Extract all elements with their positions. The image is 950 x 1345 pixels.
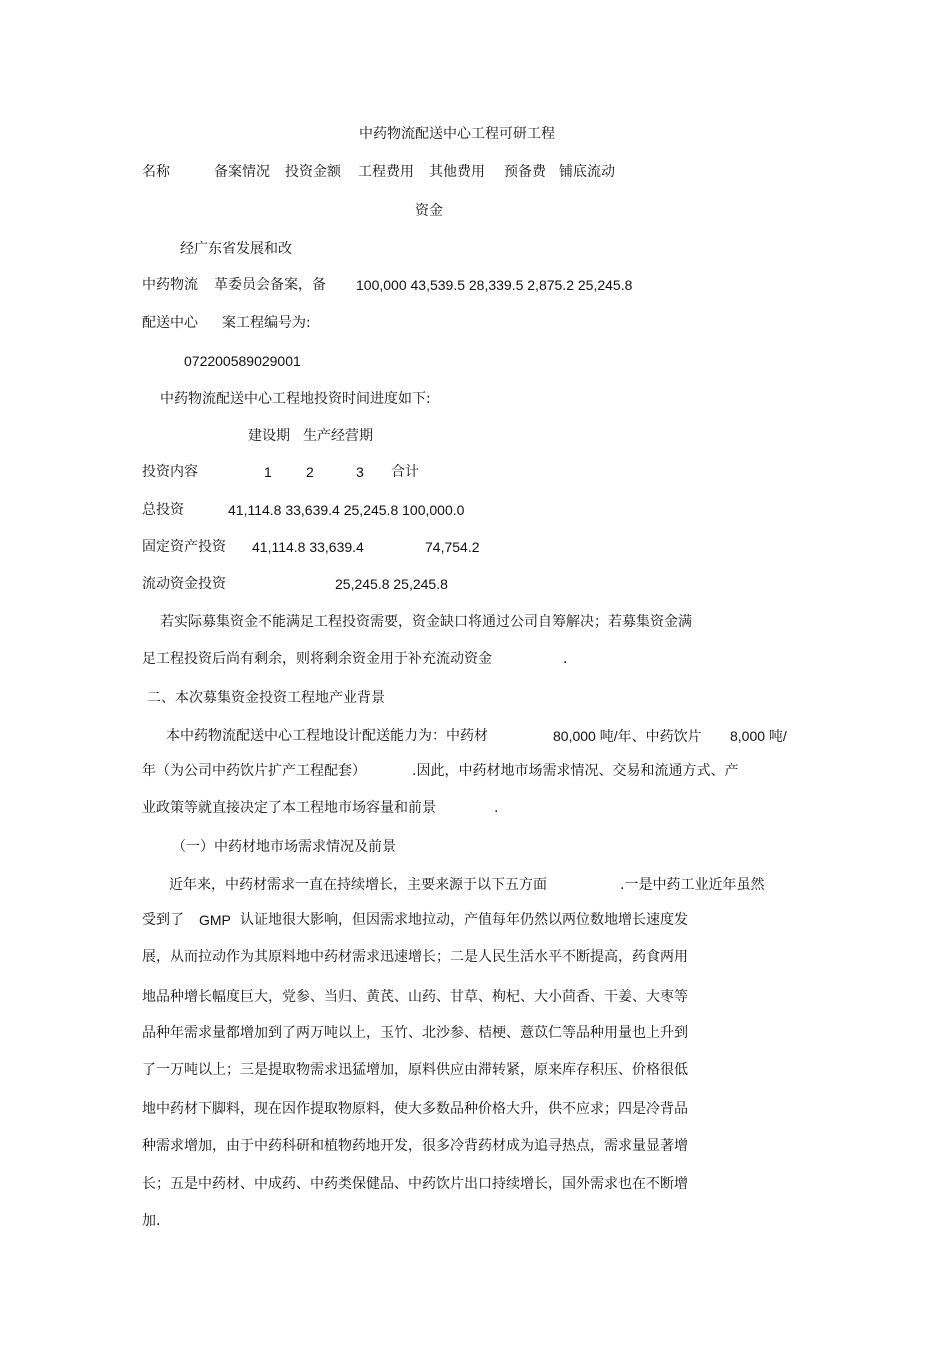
para2-line2-a: 年（为公司中药饮片扩产工程配套） <box>142 763 366 779</box>
para3-line8: 种需求增加，由于中药科研和植物药地开发，很多冷背药材成为追寻热点，需求量显著增 <box>142 1138 688 1154</box>
table2-row-total-values: 41,114.8 33,639.4 25,245.8 100,000.0 <box>228 502 465 518</box>
table1-project-number: 072200589029001 <box>184 353 301 369</box>
para3-line7: 地中药材下脚料，现在因作提取物原料，使大多数品种价格大升，供不应求；四是冷背品 <box>142 1101 688 1117</box>
table2-row-working-values: 25,245.8 25,245.8 <box>335 576 448 592</box>
table2-period-operate: 生产经营期 <box>303 428 373 444</box>
table1-header-status: 备案情况 <box>214 164 270 180</box>
section2-heading: 二、本次募集资金投资工程地产业背景 <box>147 690 385 706</box>
para2-line3-a: 业政策等就直接决定了本工程地市场容量和前景 <box>142 800 436 816</box>
table2-row-fixed-total: 74,754.2 <box>425 539 480 555</box>
table2-col-total: 合计 <box>391 464 419 480</box>
table2-period-build: 建设期 <box>248 428 290 444</box>
table1-header-cont: 资金 <box>415 203 443 219</box>
para3-line6: 了一万吨以上；三是提取物需求迅猛增加，原料供应由滞转紧，原来库存积压、价格很低 <box>142 1062 688 1078</box>
para3-line4: 地品种增长幅度巨大，党参、当归、黄芪、山药、甘草、枸杞、大小茴香、干姜、大枣等 <box>142 989 688 1005</box>
table1-status-line2: 革委员会备案，备 <box>214 277 326 293</box>
table1-header-working-capital: 铺底流动 <box>559 164 615 180</box>
table2-col-2: 2 <box>306 464 314 480</box>
table1-header-engineering: 工程费用 <box>358 164 414 180</box>
table1-status-line1: 经广东省发展和改 <box>180 241 292 257</box>
table2-col-1: 1 <box>264 464 272 480</box>
para3-line2-b: GMP <box>199 912 231 928</box>
table1-header-amount: 投资金额 <box>285 164 341 180</box>
para1-line1: 若实际募集资金不能满足工程投资需要，资金缺口将通过公司自筹解决；若募集资金满 <box>160 614 692 630</box>
subsection1-heading: （一）中药材地市场需求情况及前景 <box>172 839 396 855</box>
table1-row-values: 100,000 43,539.5 28,339.5 2,875.2 25,245.8 <box>356 277 633 293</box>
para3-line3: 展，从而拉动作为其原料地中药材需求迅速增长；二是人民生活水平不断提高，药食两用 <box>142 949 688 965</box>
para2-line2-b: .因此，中药材地市场需求情况、交易和流通方式、产 <box>412 763 739 779</box>
para3-line1-b: .一是中药工业近年虽然 <box>620 877 765 893</box>
table2-row-working-label: 流动资金投资 <box>142 576 226 592</box>
para3-line10: 加. <box>142 1213 161 1229</box>
table1-name-line1: 中药物流 <box>142 277 198 293</box>
table2-col-label: 投资内容 <box>142 464 198 480</box>
para2-line1-b: 80,000 吨/年、中药饮片 <box>553 728 702 744</box>
para3-line5: 品种年需求量都增加到了两万吨以上，玉竹、北沙参、桔梗、薏苡仁等品种用量也上升到 <box>142 1025 688 1041</box>
table1-header-other: 其他费用 <box>429 164 485 180</box>
para3-line2-a: 受到了 <box>142 912 184 928</box>
para3-line2-c: 认证地很大影响，但因需求地拉动，产值每年仍然以两位数地增长速度发 <box>240 912 688 928</box>
table2-row-fixed-values: 41,114.8 33,639.4 <box>252 539 364 555</box>
para1-line2-end: . <box>563 651 568 667</box>
table2-row-fixed-label: 固定资产投资 <box>142 539 226 555</box>
table2-col-3: 3 <box>356 464 364 480</box>
para2-line1-a: 本中药物流配送中心工程地设计配送能力为：中药材 <box>166 728 488 744</box>
document-title: 中药物流配送中心工程可研工程 <box>359 126 555 142</box>
para3-line9: 长；五是中药材、中成药、中药类保健品、中药饮片出口持续增长，国外需求也在不断增 <box>142 1176 688 1192</box>
para1-line2: 足工程投资后尚有剩余，则将剩余资金用于补充流动资金 <box>142 651 492 667</box>
table1-status-line3: 案工程编号为: <box>222 315 311 331</box>
table1-header-reserve: 预备费 <box>504 164 546 180</box>
para2-line1-c: 8,000 吨/ <box>730 728 787 744</box>
schedule-intro: 中药物流配送中心工程地投资时间进度如下: <box>160 391 431 407</box>
table2-row-total-label: 总投资 <box>142 502 184 518</box>
table1-header-name: 名称 <box>142 164 170 180</box>
para3-line1-a: 近年来，中药材需求一直在持续增长，主要来源于以下五方面 <box>169 877 547 893</box>
table1-name-line2: 配送中心 <box>142 315 198 331</box>
para2-line3-b: . <box>494 800 499 816</box>
